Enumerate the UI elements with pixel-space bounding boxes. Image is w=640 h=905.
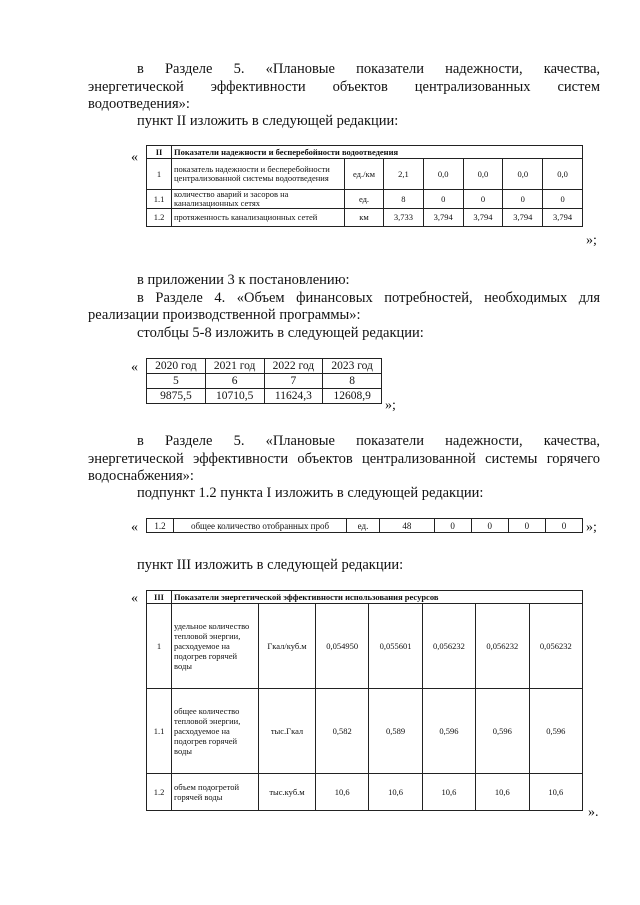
row-value: 10,6 [476,774,529,811]
table4-open-quote: « [131,591,138,606]
samples-table [146,518,583,533]
year-header: 2022 год [264,359,323,374]
row-value: 10,6 [529,774,582,811]
p3-line2: энергетической эффективности объектов централизованной системы горячего [88,451,601,467]
table3-open-quote: « [131,520,138,535]
p1-line2: энергетической эффективности объектов централизованных систем [88,79,601,95]
row-unit: тыс.куб.м [259,774,316,811]
table-row [147,774,583,811]
row-value: 0 [508,519,545,533]
row-unit: ед. [345,190,384,209]
row-num: 1 [147,159,172,190]
row-value: 0 [463,190,503,209]
row-num: 1.1 [147,190,172,209]
table1-open-quote: « [131,150,138,165]
row-unit: ед./км [345,159,384,190]
column-number: 7 [264,374,323,389]
table-row [147,604,583,689]
p3-line1: в Разделе 5. «Плановые показатели надежности, качества, [137,433,601,449]
row-unit: тыс.Гкал [259,689,316,774]
p2-line3: реализации производственной программы»: [88,307,361,323]
table-row [147,689,583,774]
p2-line2: в Разделе 4. «Объем финансовых потребностей, необходимых для [137,290,601,306]
row-value: 0,0 [503,159,543,190]
table-row [147,374,382,389]
reliability-table [146,145,583,227]
header-title: Показатели надежности и бесперебойности водоотведения [172,146,583,159]
finance-value: 11624,3 [264,389,323,404]
row-name: общее количество отобранных проб [174,519,347,533]
table4-close-quote: ». [588,805,599,820]
row-value: 0,589 [369,689,422,774]
table2-open-quote: « [131,360,138,375]
row-unit: ед. [347,519,380,533]
table3-close-quote: »; [586,520,597,535]
row-value: 10,6 [422,774,475,811]
finance-value: 12608,9 [323,389,382,404]
p1-line4: пункт II изложить в следующей редакции: [137,113,399,129]
year-header: 2020 год [147,359,206,374]
p4-line1: пункт III изложить в следующей редакции: [137,557,404,573]
row-value: 0 [543,190,583,209]
row-name: количество аварий и засоров на канализационных сетях [172,190,345,209]
table-row [147,209,583,227]
finance-value: 10710,5 [205,389,264,404]
row-value: 0,596 [476,689,529,774]
row-value: 0,054950 [316,604,369,689]
table-row [147,519,583,533]
row-value: 48 [380,519,435,533]
p2-line4: столбцы 5-8 изложить в следующей редакции: [137,325,424,341]
row-num: 1 [147,604,172,689]
row-value: 0,582 [316,689,369,774]
row-value: 0,0 [543,159,583,190]
row-value: 0,596 [422,689,475,774]
header-num: III [147,591,172,604]
column-number: 8 [323,374,382,389]
row-value: 3,733 [384,209,424,227]
row-num: 1.2 [147,209,172,227]
row-name: показатель надежности и бесперебойности централизованной системы водоотведения [172,159,345,190]
row-value: 10,6 [316,774,369,811]
row-value: 0 [503,190,543,209]
table1-close-quote: »; [586,233,597,248]
p1-line1: в Разделе 5. «Плановые показатели надежности, качества, [137,61,601,77]
column-number: 5 [147,374,206,389]
row-value: 8 [384,190,424,209]
row-name: объем подогретой горячей воды [172,774,259,811]
header-num: II [147,146,172,159]
row-num: 1.2 [147,774,172,811]
row-value: 0,0 [463,159,503,190]
table-header-row [147,359,382,374]
row-name: общее количество тепловой энергии, расходуемое на подогрев горячей воды [172,689,259,774]
row-value: 0,056232 [529,604,582,689]
energy-table [146,590,583,811]
row-value: 0 [471,519,508,533]
p3-line3: водоснабжения»: [88,468,194,484]
row-unit: км [345,209,384,227]
row-value: 0,0 [423,159,463,190]
table-row [147,190,583,209]
row-value: 0 [434,519,471,533]
row-value: 0,596 [529,689,582,774]
table-header-row [147,146,583,159]
table-row [147,389,382,404]
header-title: Показатели энергетической эффективности использования ресурсов [172,591,583,604]
finance-table [146,358,382,404]
row-value: 0,056232 [476,604,529,689]
row-num: 1.2 [147,519,174,533]
row-value: 0,056232 [422,604,475,689]
row-value: 0 [545,519,582,533]
table-row [147,159,583,190]
row-value: 3,794 [503,209,543,227]
table-header-row [147,591,583,604]
p1-line3: водоотведения»: [88,96,190,112]
row-value: 3,794 [423,209,463,227]
row-value: 0,055601 [369,604,422,689]
p3-line4: подпункт 1.2 пункта I изложить в следующей редакции: [137,485,484,501]
row-unit: Гкал/куб.м [259,604,316,689]
column-number: 6 [205,374,264,389]
row-value: 2,1 [384,159,424,190]
year-header: 2023 год [323,359,382,374]
row-name: удельное количество тепловой энергии, расходуемое на подогрев горячей воды [172,604,259,689]
finance-value: 9875,5 [147,389,206,404]
row-value: 3,794 [543,209,583,227]
row-value: 0 [423,190,463,209]
row-value: 10,6 [369,774,422,811]
row-num: 1.1 [147,689,172,774]
table2-close-quote: »; [385,398,396,413]
row-value: 3,794 [463,209,503,227]
p2-line1: в приложении 3 к постановлению: [137,272,350,288]
row-name: протяженность канализационных сетей [172,209,345,227]
year-header: 2021 год [205,359,264,374]
